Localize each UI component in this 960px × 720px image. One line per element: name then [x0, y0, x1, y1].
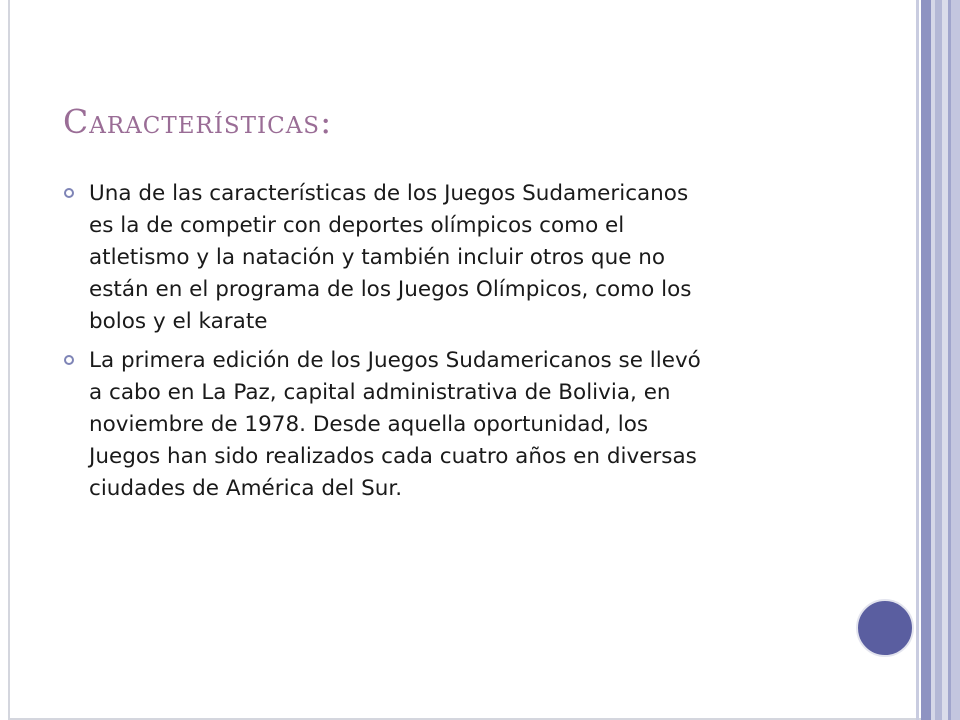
right-stripe-decoration: [916, 0, 960, 720]
bullet-text: Una de las características de los Juegos Sudamericanos es la de competir con deportes olímpicos como el atletismo y la natación y también incluir otros que no están en el programa de los Juegos Olímpicos, como los bolos y el karate: [89, 181, 692, 334]
stripe: [935, 0, 942, 720]
filled-circle-icon: [856, 599, 914, 657]
stripe: [921, 0, 931, 720]
bullet-list: [64, 178, 704, 512]
stripe: [916, 0, 919, 720]
slide-title: Características:: [63, 102, 333, 141]
stripe: [951, 0, 960, 720]
bullet-text: La primera edición de los Juegos Sudamericanos se llevó a cabo en La Paz, capital administrativa de Bolivia, en noviembre de 1978. Desde aquella oportunidad, los Juegos han sido realizados cada cuatro años en diversas ciudades de América del Sur.: [89, 348, 701, 501]
hollow-circle-icon: [64, 355, 74, 365]
hollow-circle-icon: [64, 188, 74, 198]
bullet-item: [64, 345, 704, 505]
left-border-line: [8, 0, 10, 720]
bullet-item: [64, 178, 704, 338]
